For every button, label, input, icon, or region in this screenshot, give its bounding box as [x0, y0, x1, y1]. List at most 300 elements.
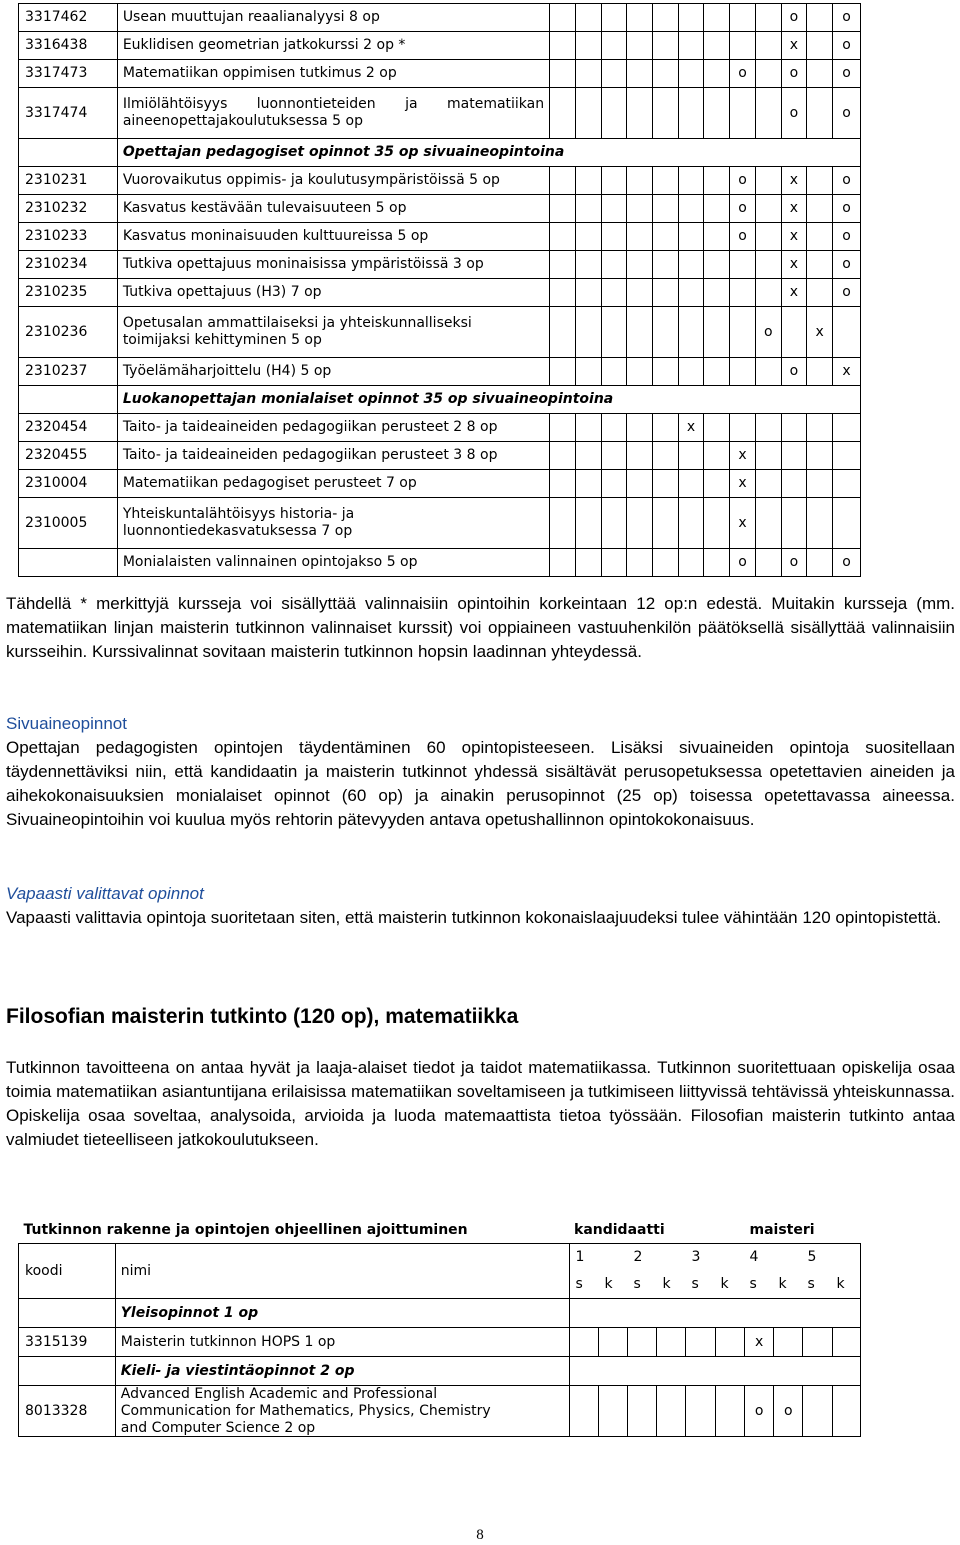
table-row	[19, 88, 861, 139]
table-row	[19, 1328, 861, 1357]
course-name: Tutkiva opettajuus moninaisissa ympäristöissä 3 op	[117, 251, 549, 279]
mark-cell	[575, 167, 601, 195]
course-table-top	[18, 3, 861, 577]
course-code: 2310236	[19, 307, 118, 358]
course-code: 3317473	[19, 60, 118, 88]
course-name: Matematiikan oppimisen tutkimus 2 op	[117, 60, 549, 88]
table-row	[19, 223, 861, 251]
mark-cell	[575, 279, 601, 307]
semester-label: s	[633, 1276, 641, 1293]
mark-cell	[653, 442, 679, 470]
course-name: Usean muuttujan reaalianalyysi 8 op	[117, 4, 549, 32]
mark-cell	[730, 4, 756, 32]
course-name: Euklidisen geometrian jatkokurssi 2 op *	[117, 32, 549, 60]
course-name: Monialaisten valinnainen opintojakso 5 op	[117, 549, 549, 577]
mark-cell	[807, 32, 833, 60]
mark-cell	[807, 195, 833, 223]
mark-cell	[601, 442, 627, 470]
course-name: Ilmiölähtöisyys luonnontieteiden ja matematiikan aineenopettajakoulutuksessa 5 op	[117, 88, 549, 139]
course-code: 3317474	[19, 88, 118, 139]
mark-cell	[653, 414, 679, 442]
mark-cell	[704, 358, 730, 386]
mark-cell	[774, 1328, 803, 1357]
mark-cell	[575, 4, 601, 32]
year-semester-grid	[569, 1244, 860, 1299]
mark-cell	[678, 307, 704, 358]
mark-cell: x	[781, 167, 807, 195]
mark-cell	[550, 195, 576, 223]
table-row	[19, 4, 861, 32]
semester-label: k	[778, 1276, 787, 1293]
mark-cell	[755, 60, 781, 88]
mark-cell	[627, 4, 653, 32]
course-code: 3317462	[19, 4, 118, 32]
course-code: 3316438	[19, 32, 118, 60]
mark-cell	[832, 1328, 860, 1357]
mark-cell	[627, 442, 653, 470]
semester-label: s	[691, 1276, 699, 1293]
minor-studies-text: Opettajan pedagogisten opintojen täydentäminen 60 opintopisteeseen. Lisäksi sivuaineiden opintoja suositellaan täydennettäviksi niin, että kandidaatin ja maisterin tutkinnot yhdessä sisältävät perusopetuksessa opetettavien aineiden ja aihekokonaisuuksien monialaiset opinnot (60 op) ja ainakin perusopinnot (25 op) toisessa opetettavassa aineessa. Sivuaineopintoihin voi kuulua myös rehtorin pätevyyden antava opetushallinnon opintokokonaisuus.	[6, 738, 955, 829]
col-maisteri: maisteri	[744, 1217, 860, 1244]
mark-cell	[575, 251, 601, 279]
mark-cell	[704, 4, 730, 32]
mark-cell	[550, 470, 576, 498]
mark-cell	[807, 279, 833, 307]
course-code: 2310237	[19, 358, 118, 386]
course-name: Työelämäharjoittelu (H4) 5 op	[117, 358, 549, 386]
mark-cell	[575, 498, 601, 549]
mark-cell	[550, 88, 576, 139]
course-code: 2310234	[19, 251, 118, 279]
mark-cell	[627, 32, 653, 60]
mark-cell	[550, 251, 576, 279]
mark-cell	[601, 88, 627, 139]
mark-cell	[678, 60, 704, 88]
col-code: koodi	[19, 1244, 116, 1299]
mark-cell	[730, 414, 756, 442]
mark-cell	[715, 1386, 744, 1437]
degree-heading: Filosofian maisterin tutkinto (120 op), matematiikka	[6, 1005, 519, 1028]
mark-cell	[601, 251, 627, 279]
mark-cell	[627, 307, 653, 358]
mark-cell	[627, 88, 653, 139]
mark-cell	[601, 470, 627, 498]
table-row	[19, 251, 861, 279]
mark-cell	[678, 251, 704, 279]
minor-studies-section	[6, 712, 955, 832]
section-language-studies: Kieli- ja viestintäopinnot 2 op	[115, 1357, 569, 1386]
mark-cell	[704, 307, 730, 358]
mark-cell: x	[781, 195, 807, 223]
course-code	[19, 549, 118, 577]
course-name: Matematiikan pedagogiset perusteet 7 op	[117, 470, 549, 498]
course-name: Kasvatus moninaisuuden kulttuureissa 5 op	[117, 223, 549, 251]
mark-cell	[678, 195, 704, 223]
mark-cell: o	[781, 60, 807, 88]
mark-cell	[550, 442, 576, 470]
table-row	[19, 195, 861, 223]
blank-cell	[19, 139, 118, 167]
mark-cell	[807, 470, 833, 498]
degree-description: Tutkinnon tavoitteena on antaa hyvät ja laaja-alaiset tiedot ja taidot matematiikassa. Tutkinnon suoritettuaan opiskelija osaa toimia matematiikan asiantuntijana erilaisissa matematiikan soveltamiseen ja tutkimiseen liittyvissä tehtävissä yhteiskunnassa. Opiskelija osaa soveltaa, analysoida, arvioida ja luoda matemaattista tietoa työssään. Filosofian maisterin tutkinto antaa valmiudet tieteelliseen jatkokoulutukseen.	[6, 1058, 955, 1149]
course-name: Tutkiva opettajuus (H3) 7 op	[117, 279, 549, 307]
mark-cell: o	[755, 307, 781, 358]
mark-cell	[807, 358, 833, 386]
year-label: 2	[633, 1249, 643, 1266]
course-name: Advanced English Academic and Professional Communication for Mathematics, Physics, Chemistry and Computer Science 2 op	[115, 1386, 569, 1437]
mark-cell	[755, 470, 781, 498]
mark-cell	[807, 167, 833, 195]
mark-cell	[704, 60, 730, 88]
page-number: 8	[476, 1527, 484, 1543]
course-name: Taito- ja taideaineiden pedagogiikan perusteet 3 8 op	[117, 442, 549, 470]
mark-cell	[704, 88, 730, 139]
table-row	[19, 442, 861, 470]
mark-cell	[755, 167, 781, 195]
course-code: 2310235	[19, 279, 118, 307]
mark-cell	[678, 4, 704, 32]
semester-label: k	[662, 1276, 671, 1293]
mark-cell	[601, 167, 627, 195]
mark-cell	[678, 32, 704, 60]
table-row	[19, 470, 861, 498]
mark-cell	[575, 307, 601, 358]
mark-cell	[627, 470, 653, 498]
mark-cell	[730, 32, 756, 60]
mark-cell	[704, 223, 730, 251]
mark-cell	[833, 442, 861, 470]
course-code: 8013328	[19, 1386, 116, 1437]
mark-cell: x	[730, 470, 756, 498]
mark-cell: o	[833, 251, 861, 279]
section-label: Opettajan pedagogiset opinnot 35 op sivuaineopintoina	[117, 139, 860, 167]
mark-cell	[657, 1328, 686, 1357]
mark-cell	[755, 358, 781, 386]
mark-cell	[601, 195, 627, 223]
mark-cell	[575, 549, 601, 577]
table-row	[19, 414, 861, 442]
course-name: Yhteiskuntalähtöisyys historia- ja luonnontiedekasvatuksessa 7 op	[117, 498, 549, 549]
mark-cell	[601, 4, 627, 32]
mark-cell	[653, 498, 679, 549]
mark-cell	[601, 307, 627, 358]
mark-cell: o	[781, 88, 807, 139]
mark-cell	[601, 358, 627, 386]
mark-cell: o	[833, 4, 861, 32]
semester-label: s	[749, 1276, 757, 1293]
mark-cell	[755, 251, 781, 279]
year-label: 1	[575, 1249, 585, 1266]
mark-cell	[755, 279, 781, 307]
course-name: Taito- ja taideaineiden pedagogiikan perusteet 2 8 op	[117, 414, 549, 442]
semester-label: k	[836, 1276, 845, 1293]
course-name: Kasvatus kestävään tulevaisuuteen 5 op	[117, 195, 549, 223]
mark-cell	[550, 279, 576, 307]
mark-cell	[575, 414, 601, 442]
mark-cell: o	[781, 549, 807, 577]
mark-cell	[755, 442, 781, 470]
mark-cell	[807, 4, 833, 32]
structure-title: Tutkinnon rakenne ja opintojen ohjeellinen ajoittuminen	[19, 1217, 570, 1244]
mark-cell	[653, 358, 679, 386]
mark-cell	[575, 442, 601, 470]
mark-cell	[653, 88, 679, 139]
course-code: 2310232	[19, 195, 118, 223]
elective-studies-heading: Vapaasti valittavat opinnot	[6, 884, 204, 903]
mark-cell	[575, 470, 601, 498]
mark-cell	[601, 32, 627, 60]
mark-cell	[755, 549, 781, 577]
table-row	[19, 549, 861, 577]
mark-cell	[678, 358, 704, 386]
mark-cell	[653, 167, 679, 195]
mark-cell: x	[730, 498, 756, 549]
section-label: Luokanopettajan monialaiset opinnot 35 op sivuaineopintoina	[117, 386, 860, 414]
mark-cell	[833, 414, 861, 442]
mark-cell	[704, 167, 730, 195]
mark-cell	[678, 279, 704, 307]
mark-cell	[807, 414, 833, 442]
mark-cell	[575, 223, 601, 251]
elective-studies-section	[6, 882, 955, 930]
year-label: 5	[807, 1249, 817, 1266]
mark-cell	[755, 4, 781, 32]
mark-cell	[678, 549, 704, 577]
mark-cell	[678, 88, 704, 139]
mark-cell	[833, 498, 861, 549]
mark-cell	[575, 32, 601, 60]
mark-cell	[730, 307, 756, 358]
course-name: Maisterin tutkinnon HOPS 1 op	[115, 1328, 569, 1357]
table-row	[19, 1386, 861, 1437]
mark-cell: x	[781, 279, 807, 307]
mark-cell	[704, 195, 730, 223]
mark-cell	[627, 549, 653, 577]
mark-cell: o	[774, 1386, 803, 1437]
course-code: 2310231	[19, 167, 118, 195]
mark-cell	[730, 279, 756, 307]
mark-cell	[569, 1386, 598, 1437]
mark-cell	[550, 549, 576, 577]
mark-cell	[686, 1386, 715, 1437]
mark-cell: x	[781, 223, 807, 251]
mark-cell	[704, 279, 730, 307]
mark-cell: x	[781, 251, 807, 279]
course-code: 3315139	[19, 1328, 116, 1357]
mark-cell	[704, 549, 730, 577]
mark-cell	[653, 279, 679, 307]
mark-cell	[627, 167, 653, 195]
mark-cell	[704, 32, 730, 60]
table-row	[19, 32, 861, 60]
mark-cell	[627, 279, 653, 307]
mark-cell	[550, 60, 576, 88]
mark-cell	[803, 1328, 832, 1357]
mark-cell	[781, 470, 807, 498]
mark-cell: o	[833, 32, 861, 60]
course-code: 2310005	[19, 498, 118, 549]
mark-cell	[730, 358, 756, 386]
mark-cell	[653, 549, 679, 577]
mark-cell: o	[730, 195, 756, 223]
mark-cell	[807, 223, 833, 251]
mark-cell	[807, 498, 833, 549]
mark-cell	[803, 1386, 832, 1437]
mark-cell: o	[833, 88, 861, 139]
mark-cell	[601, 498, 627, 549]
mark-cell: o	[833, 60, 861, 88]
semester-label: s	[575, 1276, 583, 1293]
course-code: 2310233	[19, 223, 118, 251]
mark-cell: o	[730, 223, 756, 251]
mark-cell: o	[833, 549, 861, 577]
mark-cell	[627, 195, 653, 223]
table-row	[19, 279, 861, 307]
section-general-studies: Yleisopinnot 1 op	[115, 1299, 569, 1328]
year-label: 4	[749, 1249, 759, 1266]
blank-cell	[19, 386, 118, 414]
mark-cell	[715, 1328, 744, 1357]
mark-cell	[704, 414, 730, 442]
mark-cell	[807, 88, 833, 139]
section-row	[19, 386, 861, 414]
mark-cell: x	[833, 358, 861, 386]
mark-cell	[627, 223, 653, 251]
mark-cell	[755, 32, 781, 60]
table-row	[19, 498, 861, 549]
mark-cell	[601, 60, 627, 88]
mark-cell	[832, 1386, 860, 1437]
mark-cell	[755, 88, 781, 139]
mark-cell	[730, 88, 756, 139]
mark-cell	[598, 1328, 627, 1357]
mark-cell	[678, 470, 704, 498]
mark-cell	[627, 358, 653, 386]
semester-label: k	[604, 1276, 613, 1293]
mark-cell	[653, 223, 679, 251]
mark-cell: x	[744, 1328, 773, 1357]
mark-cell	[575, 88, 601, 139]
degree-structure-table	[18, 1217, 861, 1437]
mark-cell: x	[781, 32, 807, 60]
mark-cell: x	[678, 414, 704, 442]
mark-cell	[575, 358, 601, 386]
mark-cell	[686, 1328, 715, 1357]
table-row	[19, 358, 861, 386]
course-code: 2320454	[19, 414, 118, 442]
col-name: nimi	[115, 1244, 569, 1299]
mark-cell	[755, 414, 781, 442]
mark-cell	[657, 1386, 686, 1437]
mark-cell	[653, 195, 679, 223]
mark-cell	[627, 251, 653, 279]
mark-cell	[704, 470, 730, 498]
mark-cell	[678, 167, 704, 195]
course-name: Vuorovaikutus oppimis- ja koulutusympäristöissä 5 op	[117, 167, 549, 195]
mark-cell	[704, 442, 730, 470]
mark-cell	[550, 223, 576, 251]
mark-cell: o	[781, 358, 807, 386]
mark-cell	[807, 442, 833, 470]
mark-cell	[730, 251, 756, 279]
table-row	[19, 307, 861, 358]
mark-cell: o	[730, 549, 756, 577]
mark-cell	[678, 442, 704, 470]
mark-cell	[550, 307, 576, 358]
mark-cell	[550, 167, 576, 195]
mark-cell	[755, 223, 781, 251]
mark-cell: o	[833, 195, 861, 223]
mark-cell: o	[744, 1386, 773, 1437]
course-code: 2320455	[19, 442, 118, 470]
mark-cell	[781, 498, 807, 549]
mark-cell	[550, 414, 576, 442]
mark-cell	[653, 60, 679, 88]
mark-cell: o	[781, 4, 807, 32]
mark-cell	[601, 279, 627, 307]
mark-cell	[653, 4, 679, 32]
mark-cell	[627, 498, 653, 549]
table-row	[19, 60, 861, 88]
mark-cell	[550, 498, 576, 549]
mark-cell	[550, 358, 576, 386]
mark-cell	[601, 549, 627, 577]
mark-cell	[653, 32, 679, 60]
mark-cell: o	[730, 60, 756, 88]
mark-cell	[781, 442, 807, 470]
mark-cell	[807, 549, 833, 577]
mark-cell: x	[807, 307, 833, 358]
elective-studies-text: Vapaasti valittavia opintoja suoritetaan siten, että maisterin tutkinnon kokonaislaajuudeksi tulee vähintään 120 opintopistettä.	[6, 908, 942, 927]
minor-studies-heading: Sivuaineopinnot	[6, 714, 127, 733]
mark-cell	[755, 498, 781, 549]
course-name: Opetusalan ammattilaiseksi ja yhteiskunnalliseksi toimijaksi kehittyminen 5 op	[117, 307, 549, 358]
mark-cell: x	[730, 442, 756, 470]
mark-cell	[678, 498, 704, 549]
mark-cell	[653, 251, 679, 279]
mark-cell	[653, 470, 679, 498]
mark-cell: o	[833, 167, 861, 195]
mark-cell	[627, 1386, 656, 1437]
mark-cell	[601, 414, 627, 442]
mark-cell	[575, 195, 601, 223]
mark-cell	[807, 60, 833, 88]
mark-cell: o	[833, 223, 861, 251]
mark-cell	[833, 307, 861, 358]
note-paragraph: Tähdellä * merkittyjä kursseja voi sisällyttää valinnaisiin opintoihin korkeintaan 12 op:n edestä. Muitakin kursseja (mm. matematiikan linjan maisterin tutkinnon valinnaiset kurssit) voi oppiaineen vastuuhenkilön päätöksellä sisällyttää valinnaisiin kursseihin. Kurssivalinnat sovitaan maisterin tutkinnon hopsin laadinnan yhteydessä.	[6, 594, 955, 661]
course-code: 2310004	[19, 470, 118, 498]
col-kandidaatti: kandidaatti	[569, 1217, 744, 1244]
mark-cell	[575, 60, 601, 88]
mark-cell	[550, 4, 576, 32]
mark-cell	[598, 1386, 627, 1437]
mark-cell	[678, 223, 704, 251]
mark-cell	[833, 470, 861, 498]
mark-cell	[627, 1328, 656, 1357]
mark-cell	[781, 414, 807, 442]
mark-cell	[653, 307, 679, 358]
mark-cell	[704, 251, 730, 279]
mark-cell: o	[730, 167, 756, 195]
table-row	[19, 167, 861, 195]
mark-cell	[781, 307, 807, 358]
mark-cell	[550, 32, 576, 60]
mark-cell	[627, 60, 653, 88]
mark-cell	[755, 195, 781, 223]
mark-cell: o	[833, 279, 861, 307]
year-label: 3	[691, 1249, 701, 1266]
mark-cell	[704, 498, 730, 549]
